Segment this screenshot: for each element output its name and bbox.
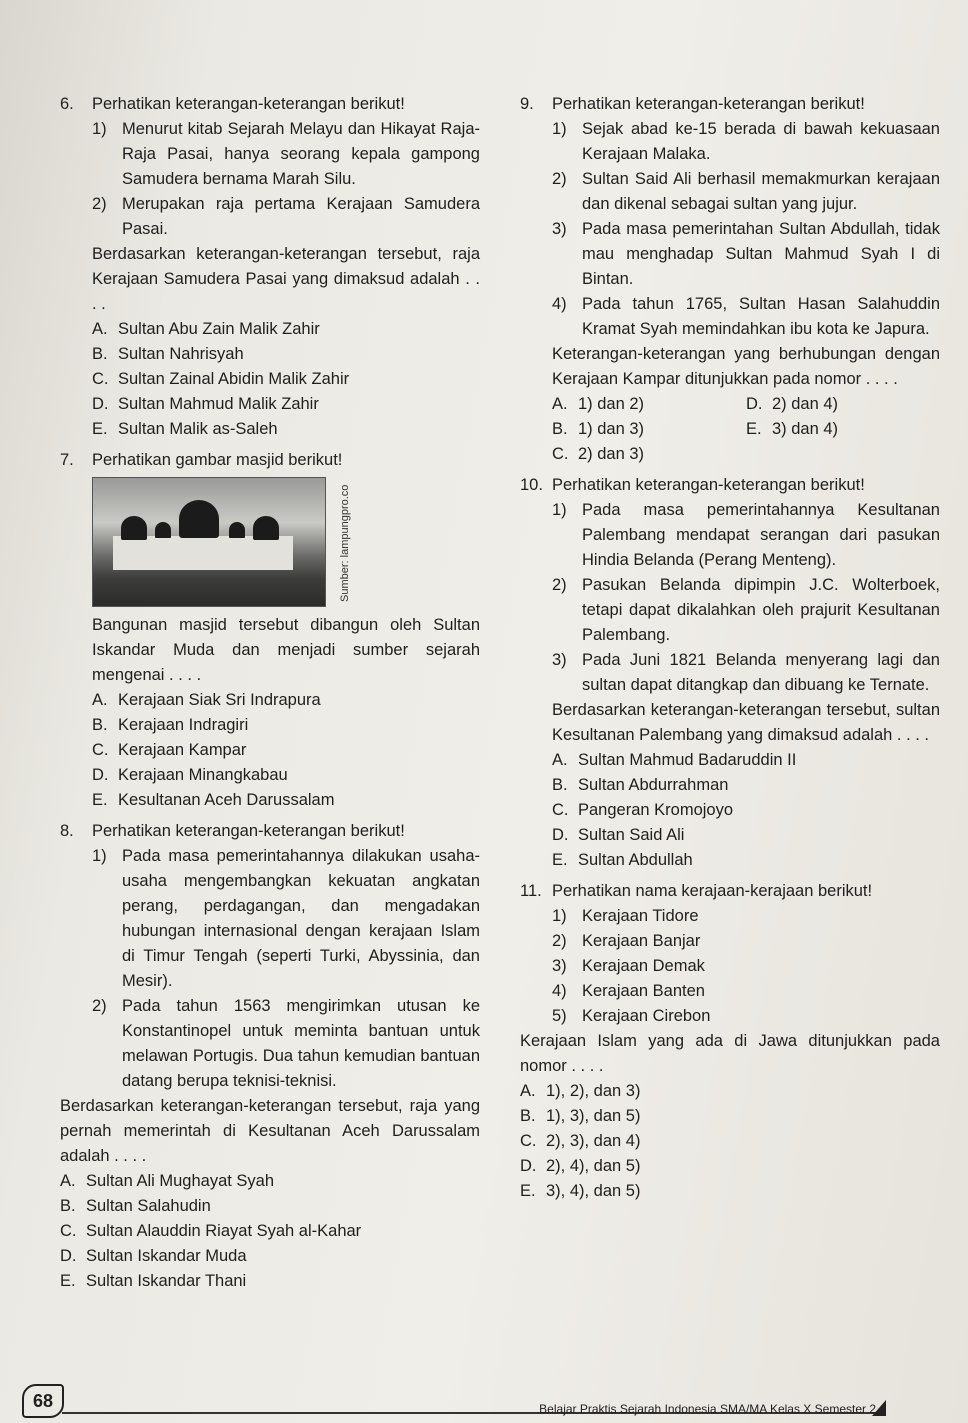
option-d[interactable] xyxy=(60,1244,480,1269)
option-text: Sultan Zainal Abidin Malik Zahir xyxy=(118,370,350,388)
option-letter: A. xyxy=(92,691,108,709)
option-text: 2), 3), dan 4) xyxy=(546,1132,641,1150)
option-letter: E. xyxy=(520,1182,536,1200)
option-letter: B. xyxy=(552,776,568,794)
question-stem: Berdasarkan keterangan-keterangan tersebut, raja Kerajaan Samudera Pasai yang dimaksud adalah . . . . xyxy=(92,245,480,313)
option-letter: B. xyxy=(60,1197,76,1215)
option-letter: A. xyxy=(552,751,568,769)
statement-number: 2) xyxy=(552,170,567,188)
statement-number: 4) xyxy=(552,295,567,313)
option-d[interactable] xyxy=(552,823,940,848)
option-letter: C. xyxy=(92,370,109,388)
photo-credit: Sumber: lampungpro.co xyxy=(339,484,351,602)
option-text: Sultan Said Ali xyxy=(578,826,685,844)
corner-arrow-icon xyxy=(872,1400,886,1416)
option-letter: E. xyxy=(746,420,762,438)
statement xyxy=(552,1004,940,1029)
option-a[interactable] xyxy=(60,1169,480,1194)
option-letter: D. xyxy=(92,766,109,784)
statement xyxy=(92,844,480,994)
question-stem: Keterangan-keterangan yang berhubungan dengan Kerajaan Kampar ditunjukkan pada nomor . . . . xyxy=(552,345,940,388)
statement-number: 2) xyxy=(552,932,567,950)
statement xyxy=(552,217,940,292)
question-intro: Perhatikan keterangan-keterangan berikut! xyxy=(92,822,405,840)
option-letter: E. xyxy=(92,791,108,809)
statement-text: Pada masa pemerintahannya dilakukan usaha-usaha mengembangkan kekuatan angkatan perang, perdagangan, dan mengadakan hubungan internasional dengan kerajaan Islam di Timur Tengah (seperti Turki, Abyssinia, dan Mesir). xyxy=(122,847,480,990)
question-intro: Perhatikan keterangan-keterangan berikut! xyxy=(552,95,865,113)
option-d[interactable] xyxy=(746,392,940,417)
option-b[interactable] xyxy=(60,1194,480,1219)
statement-number: 1) xyxy=(552,907,567,925)
option-letter: E. xyxy=(92,420,108,438)
option-text: Sultan Abdullah xyxy=(578,851,693,869)
option-c[interactable] xyxy=(60,1219,480,1244)
option-text: 2) dan 4) xyxy=(772,395,839,413)
option-c[interactable] xyxy=(520,1129,940,1154)
question-number: 8. xyxy=(60,822,74,840)
statement-text: Kerajaan Demak xyxy=(582,957,705,975)
option-letter: D. xyxy=(60,1247,77,1265)
option-letter: C. xyxy=(520,1132,537,1150)
option-letter: C. xyxy=(552,801,569,819)
statement xyxy=(92,192,480,242)
statement-text: Kerajaan Cirebon xyxy=(582,1007,711,1025)
option-letter: A. xyxy=(552,395,568,413)
option-letter: A. xyxy=(92,320,108,338)
left-column xyxy=(60,92,480,1300)
statement xyxy=(552,929,940,954)
option-letter: D. xyxy=(92,395,109,413)
option-b[interactable] xyxy=(552,417,746,442)
statement-text: Pada Juni 1821 Belanda menyerang lagi dan sultan dapat ditangkap dan dibuang ke Ternate. xyxy=(582,651,940,694)
option-text: 1), 2), dan 3) xyxy=(546,1082,641,1100)
statement-number: 4) xyxy=(552,982,567,1000)
option-text: Sultan Nahrisyah xyxy=(118,345,244,363)
option-text: Sultan Alauddin Riayat Syah al-Kahar xyxy=(86,1222,362,1240)
option-text: Kerajaan Kampar xyxy=(118,741,247,759)
right-column xyxy=(520,92,940,1210)
statement-number: 3) xyxy=(552,651,567,669)
option-d[interactable] xyxy=(92,763,480,788)
statement-text: Pada masa pemerintahan Sultan Abdullah, tidak mau menghadap Sultan Mahmud Syah I di Bintan. xyxy=(582,220,940,288)
statement-number: 1) xyxy=(92,847,107,865)
option-letter: B. xyxy=(552,420,568,438)
question-intro: Perhatikan keterangan-keterangan berikut! xyxy=(92,95,405,113)
question-9 xyxy=(520,92,940,467)
option-e[interactable] xyxy=(92,788,480,813)
option-e[interactable] xyxy=(746,417,940,442)
question-stem: Berdasarkan keterangan-keterangan tersebut, sultan Kesultanan Palembang yang dimaksud adalah . . . . xyxy=(552,701,940,744)
option-b[interactable] xyxy=(92,713,480,738)
option-text: 1) dan 2) xyxy=(578,395,645,413)
question-number: 6. xyxy=(60,95,74,113)
option-b[interactable] xyxy=(552,773,940,798)
statement xyxy=(552,648,940,698)
question-stem: Berdasarkan keterangan-keterangan tersebut, raja yang pernah memerintah di Kesultanan Aceh Darussalam adalah . . . . xyxy=(60,1097,480,1165)
statement-text: Pasukan Belanda dipimpin J.C. Wolterboek, tetapi dapat dikalahkan oleh prajurit Kesultanan Palembang. xyxy=(582,576,940,644)
option-text: Kerajaan Minangkabau xyxy=(118,766,288,784)
option-text: 3), 4), dan 5) xyxy=(546,1182,641,1200)
option-text: 1), 3), dan 5) xyxy=(546,1107,641,1125)
option-e[interactable] xyxy=(552,848,940,873)
option-text: 1) dan 3) xyxy=(578,420,645,438)
option-text: Sultan Mahmud Badaruddin II xyxy=(578,751,797,769)
statement-text: Kerajaan Banjar xyxy=(582,932,701,950)
option-text: Sultan Malik as-Saleh xyxy=(118,420,278,438)
option-letter: C. xyxy=(60,1222,77,1240)
question-8 xyxy=(60,819,480,1294)
option-a[interactable] xyxy=(552,748,940,773)
option-e[interactable] xyxy=(520,1179,940,1204)
question-intro: Perhatikan nama kerajaan-kerajaan berikut! xyxy=(552,882,873,900)
option-a[interactable] xyxy=(92,317,480,342)
question-7 xyxy=(60,448,480,813)
question-stem: Bangunan masjid tersebut dibangun oleh Sultan Iskandar Muda dan menjadi sumber sejarah mengenai . . . . xyxy=(92,616,480,684)
statement xyxy=(552,979,940,1004)
statement xyxy=(552,167,940,217)
statement-text: Sultan Said Ali berhasil memakmurkan kerajaan dan dikenal sebagai sultan yang jujur. xyxy=(582,170,940,213)
statement-text: Menurut kitab Sejarah Melayu dan Hikayat Raja-Raja Pasai, hanya seorang kepala gampong Samudera bernama Marah Silu. xyxy=(122,120,480,188)
question-number: 7. xyxy=(60,451,74,469)
option-letter: D. xyxy=(552,826,569,844)
option-text: Kerajaan Siak Sri Indrapura xyxy=(118,691,321,709)
option-text: 2) dan 3) xyxy=(578,445,645,463)
option-text: 2), 4), dan 5) xyxy=(546,1157,641,1175)
statement-number: 3) xyxy=(552,220,567,238)
statement-number: 2) xyxy=(552,576,567,594)
option-letter: B. xyxy=(92,345,108,363)
statement-number: 1) xyxy=(552,501,567,519)
option-c[interactable] xyxy=(552,798,940,823)
statement-text: Pada tahun 1563 mengirimkan utusan ke Konstantinopel untuk meminta bantuan untuk melawan Portugis. Dua tahun kemudian bantuan datang berupa teknisi-teknisi. xyxy=(122,997,480,1090)
option-c[interactable] xyxy=(92,738,480,763)
statement-text: Pada masa pemerintahannya Kesultanan Palembang mendapat serangan dari pasukan Hindia Belanda (Perang Menteng). xyxy=(582,501,940,569)
option-e[interactable] xyxy=(60,1269,480,1294)
option-text: Sultan Iskandar Thani xyxy=(86,1272,247,1290)
option-b[interactable] xyxy=(520,1104,940,1129)
statement-number: 1) xyxy=(552,120,567,138)
option-d[interactable] xyxy=(92,392,480,417)
option-text: 3) dan 4) xyxy=(772,420,839,438)
option-d[interactable] xyxy=(520,1154,940,1179)
statement-text: Pada tahun 1765, Sultan Hasan Salahuddin Kramat Syah memindahkan ibu kota ke Japura. xyxy=(582,295,940,338)
option-a[interactable] xyxy=(92,688,480,713)
option-text: Sultan Salahudin xyxy=(86,1197,211,1215)
statement-number: 5) xyxy=(552,1007,567,1025)
option-text: Kesultanan Aceh Darussalam xyxy=(118,791,335,809)
option-text: Sultan Abdurrahman xyxy=(578,776,729,794)
option-a[interactable] xyxy=(520,1079,940,1104)
option-e[interactable] xyxy=(92,417,480,442)
option-c[interactable] xyxy=(92,367,480,392)
option-letter: E. xyxy=(60,1272,76,1290)
option-a[interactable] xyxy=(552,392,746,417)
page-number: 68 xyxy=(22,1384,64,1418)
option-letter: C. xyxy=(92,741,109,759)
question-number: 11. xyxy=(520,882,542,900)
question-number: 9. xyxy=(520,95,534,113)
option-letter: B. xyxy=(92,716,108,734)
statement xyxy=(552,498,940,573)
option-text: Sultan Ali Mughayat Syah xyxy=(86,1172,275,1190)
question-intro: Perhatikan gambar masjid berikut! xyxy=(92,451,343,469)
statement xyxy=(92,994,480,1094)
question-10 xyxy=(520,473,940,873)
statement-number: 1) xyxy=(92,120,107,138)
statement-text: Kerajaan Tidore xyxy=(582,907,699,925)
option-c[interactable] xyxy=(552,442,746,467)
statement xyxy=(552,573,940,648)
statement xyxy=(552,904,940,929)
statement xyxy=(552,117,940,167)
statement xyxy=(552,954,940,979)
statement-number: 3) xyxy=(552,957,567,975)
option-text: Pangeran Kromojoyo xyxy=(578,801,734,819)
option-letter: D. xyxy=(746,395,763,413)
option-text: Kerajaan Indragiri xyxy=(118,716,249,734)
question-6 xyxy=(60,92,480,442)
statement-number: 2) xyxy=(92,195,107,213)
book-title: Belajar Praktis Sejarah Indonesia SMA/MA Kelas X Semester 2 xyxy=(539,1402,876,1416)
option-letter: B. xyxy=(520,1107,536,1125)
option-text: Sultan Abu Zain Malik Zahir xyxy=(118,320,320,338)
statement xyxy=(552,292,940,342)
statement-text: Merupakan raja pertama Kerajaan Samudera Pasai. xyxy=(122,195,480,238)
question-number: 10. xyxy=(520,476,543,494)
statement xyxy=(92,117,480,192)
option-letter: A. xyxy=(60,1172,76,1190)
option-letter: C. xyxy=(552,445,569,463)
option-letter: D. xyxy=(520,1157,537,1175)
option-text: Sultan Mahmud Malik Zahir xyxy=(118,395,319,413)
statement-text: Kerajaan Banten xyxy=(582,982,705,1000)
statement-text: Sejak abad ke-15 berada di bawah kekuasaan Kerajaan Malaka. xyxy=(582,120,940,163)
question-11 xyxy=(520,879,940,1204)
mosque-photo xyxy=(92,477,351,607)
option-letter: A. xyxy=(520,1082,536,1100)
statement-number: 2) xyxy=(92,997,107,1015)
question-intro: Perhatikan keterangan-keterangan berikut! xyxy=(552,476,865,494)
question-stem: Kerajaan Islam yang ada di Jawa ditunjukkan pada nomor . . . . xyxy=(520,1032,940,1075)
option-b[interactable] xyxy=(92,342,480,367)
option-letter: E. xyxy=(552,851,568,869)
option-text: Sultan Iskandar Muda xyxy=(86,1247,247,1265)
